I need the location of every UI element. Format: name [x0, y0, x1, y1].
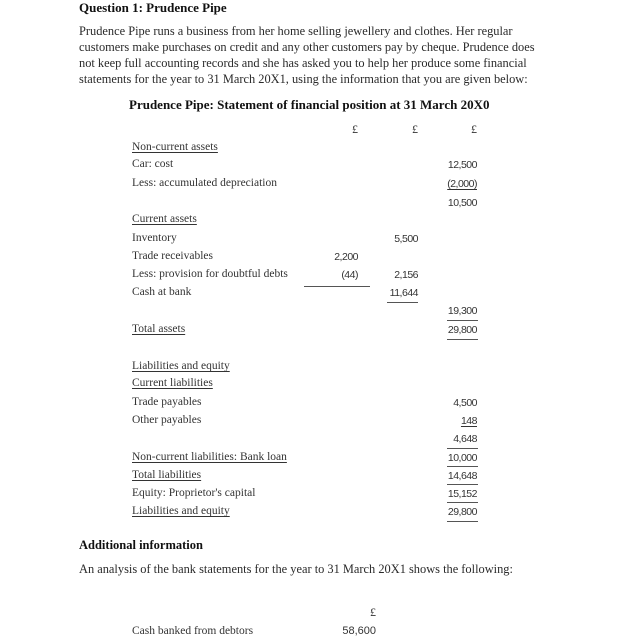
heading-non-current-assets: Non-current assets [132, 141, 218, 153]
heading-liabilities-equity: Liabilities and equity [132, 360, 230, 372]
value-cash-at-bank: 11,644 [389, 287, 418, 299]
value-car-cost: 12,500 [447, 159, 477, 171]
value-current-liabilities-total: 4,648 [453, 433, 477, 445]
additional-info-text: An analysis of the bank statements for the year to 31 March 20X1 shows the following: [79, 562, 513, 576]
value-proprietors-capital: 15,152 [447, 488, 477, 500]
label-accumulated-depreciation: Less: accumulated depreciation [132, 177, 277, 189]
rule-line [387, 302, 418, 303]
value-bank-loan: 10,000 [447, 452, 477, 464]
rule-line [447, 502, 478, 503]
label-car-cost: Car: cost [132, 158, 174, 170]
value-liabilities-and-equity: 29,800 [447, 506, 477, 518]
rule-line [447, 466, 478, 467]
rule-line [447, 339, 478, 340]
heading-current-liabilities: Current liabilities [132, 377, 213, 389]
value-trade-receivables: 2,200 [334, 251, 358, 263]
intro-line: Prudence Pipe runs a business from her home selling jewellery and clothes. Her regular [79, 24, 513, 38]
label-other-payables: Other payables [132, 414, 202, 426]
column-header-2: £ [412, 122, 418, 136]
rule-line [447, 484, 478, 485]
label-total-assets: Total assets [132, 323, 186, 335]
value-inventory: 5,500 [394, 233, 418, 245]
rule-line [447, 521, 478, 522]
intro-line: not keep full accounting records and she has asked you to help her produce some financial [79, 56, 527, 70]
rule-line [447, 320, 478, 321]
label-trade-payables: Trade payables [132, 396, 202, 408]
label-cash-at-bank: Cash at bank [132, 286, 192, 298]
intro-line: customers make purchases on credit and any other customers pay by cheque. Prudence does [79, 40, 535, 54]
label-provision-doubtful-debts: Less: provision for doubtful debts [132, 268, 288, 280]
value-net-receivables: 2,156 [394, 269, 418, 281]
label-trade-receivables: Trade receivables [132, 250, 213, 262]
statement-title: Prudence Pipe: Statement of financial position at 31 March 20X0 [129, 97, 490, 112]
label-inventory: Inventory [132, 232, 177, 244]
value-total-assets: 29,800 [447, 324, 477, 336]
label-cash-banked-debtors: Cash banked from debtors [132, 625, 254, 637]
intro-paragraph [79, 23, 569, 87]
value-total-liabilities: 14,648 [447, 470, 477, 482]
question-title: Question 1: Prudence Pipe [79, 0, 227, 15]
column-header-3: £ [471, 122, 477, 136]
label-liabilities-and-equity: Liabilities and equity [132, 505, 230, 517]
label-bank-loan: Non-current liabilities: Bank loan [132, 451, 287, 463]
heading-current-assets: Current assets [132, 213, 197, 225]
label-proprietors-capital: Equity: Proprietor's capital [132, 487, 256, 499]
value-cash-banked-debtors: 58,600 [342, 625, 376, 637]
value-provision-doubtful-debts: (44) [341, 269, 358, 281]
column-header-1: £ [352, 122, 358, 136]
value-other-payables: 148 [460, 415, 477, 427]
bank-column-header: £ [370, 605, 376, 619]
value-current-assets-total: 19,300 [447, 305, 477, 317]
rule-line [447, 448, 478, 449]
intro-line: statements for the year to 31 March 20X1, using the information that you are given below: [79, 72, 528, 86]
additional-info-title: Additional information [79, 538, 203, 552]
label-total-liabilities: Total liabilities [132, 469, 202, 481]
rule-line [304, 286, 370, 287]
value-nca-total: 10,500 [447, 197, 477, 209]
value-trade-payables: 4,500 [453, 397, 477, 409]
value-accumulated-depreciation: (2,000) [447, 178, 477, 190]
